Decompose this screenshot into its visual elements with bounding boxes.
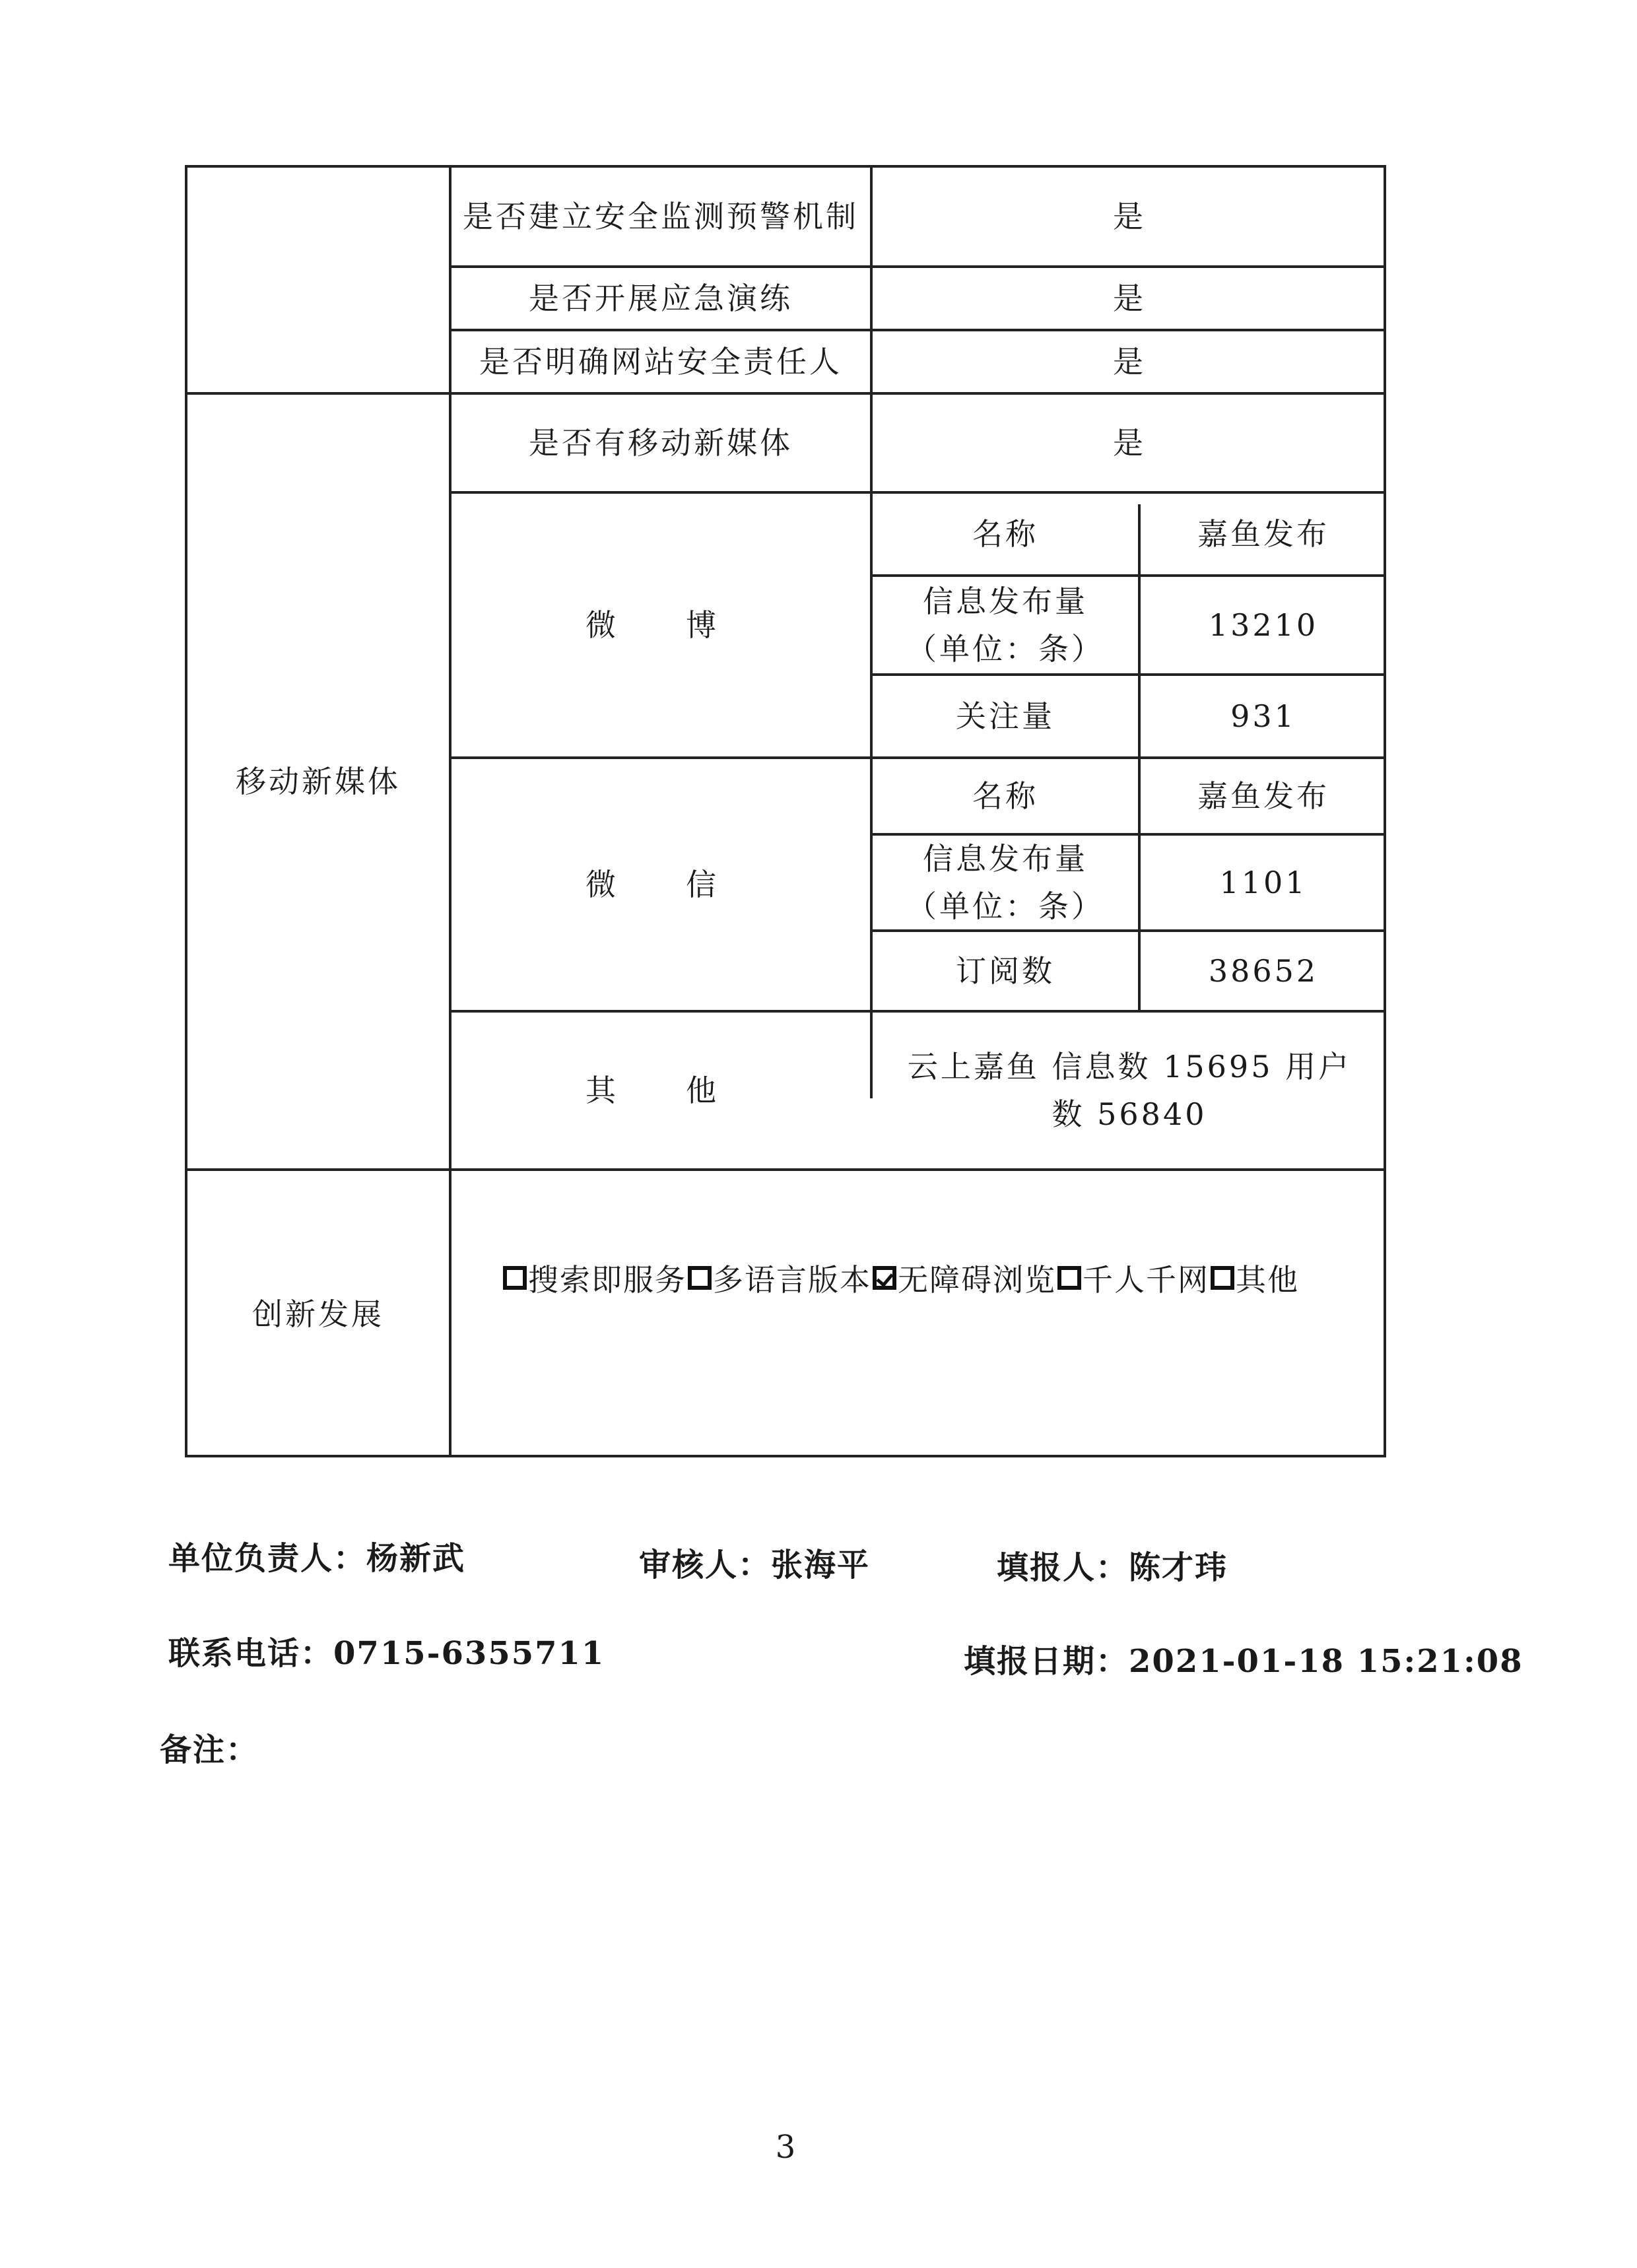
checkbox-unchecked-icon[interactable] (503, 1266, 527, 1290)
weibo-posts-value: 13210 (1208, 607, 1319, 643)
responsible-label: 是否明确网站安全责任人 (479, 344, 842, 380)
responsible-value: 是 (1113, 344, 1146, 380)
weibo-follow-label: 关注量 (956, 698, 1055, 734)
contact-phone (168, 1628, 605, 1673)
innovation-label: 创新发展 (252, 1296, 384, 1332)
checkbox-unchecked-icon[interactable] (1057, 1266, 1081, 1290)
wechat-subs-value: 38652 (1208, 953, 1319, 989)
option-accessible-browsing[interactable] (871, 1256, 1056, 1300)
monitoring-label: 是否建立安全监测预警机制 (463, 199, 859, 234)
wechat-name-label: 名称 (972, 778, 1038, 814)
option-other[interactable] (1209, 1256, 1299, 1300)
unit-head (168, 1533, 465, 1578)
other-value: 云上嘉鱼 信息数 15695 用户数 56840 (907, 1049, 1352, 1132)
wechat-name-value: 嘉鱼发布 (1197, 778, 1329, 814)
weibo-follow-value: 931 (1230, 698, 1296, 734)
fill-date (964, 1636, 1523, 1681)
mobile-section-label: 移动新媒体 (236, 764, 401, 799)
wechat-subs-label: 订阅数 (956, 953, 1055, 989)
phone-value: 0715-6355711 (333, 1635, 605, 1672)
unit-head-name: 杨新武 (366, 1540, 466, 1577)
option-personalized-web[interactable] (1056, 1256, 1209, 1300)
weibo-name-label: 名称 (972, 516, 1038, 552)
reviewer-label: 审核人： (639, 1547, 772, 1584)
option-label: 多语言版本 (713, 1262, 871, 1298)
remarks-label: 备注： (160, 1731, 259, 1768)
monitoring-value: 是 (1113, 199, 1146, 234)
innovation-options (502, 1254, 1299, 1302)
weibo-posts-label: 信息发布量（单位：条） (906, 584, 1104, 667)
weibo-name-value: 嘉鱼发布 (1197, 516, 1329, 552)
reviewer (639, 1539, 870, 1585)
has-mobile-label: 是否有移动新媒体 (529, 425, 793, 461)
reviewer-name: 张海平 (771, 1547, 871, 1584)
has-mobile-value: 是 (1113, 425, 1146, 461)
remarks (160, 1724, 259, 1770)
checkbox-unchecked-icon[interactable] (1211, 1266, 1234, 1290)
date-label: 填报日期： (964, 1643, 1129, 1680)
option-search-as-service[interactable] (502, 1256, 686, 1300)
option-label: 无障碍浏览 (898, 1262, 1056, 1298)
drill-value: 是 (1113, 281, 1146, 316)
page-number: 3 (775, 2129, 796, 2166)
checkbox-checked-icon[interactable] (873, 1266, 896, 1290)
drill-label: 是否开展应急演练 (529, 281, 793, 316)
option-label: 搜索即服务 (528, 1262, 686, 1298)
filler (997, 1542, 1228, 1587)
checkbox-unchecked-icon[interactable] (688, 1266, 712, 1290)
other-label: 其 他 (585, 1073, 736, 1108)
option-label: 千人千网 (1083, 1262, 1209, 1298)
wechat-posts-label: 信息发布量（单位：条） (906, 841, 1104, 924)
date-value: 2021-01-18 15:21:08 (1129, 1643, 1523, 1680)
filler-label: 填报人： (997, 1549, 1129, 1586)
phone-label: 联系电话： (168, 1635, 334, 1672)
wechat-label: 微 信 (585, 867, 736, 902)
option-multilingual[interactable] (686, 1256, 871, 1300)
filler-name: 陈才玮 (1129, 1549, 1228, 1586)
unit-head-label: 单位负责人： (168, 1540, 367, 1577)
option-label: 其他 (1236, 1262, 1299, 1298)
wechat-posts-value: 1101 (1219, 865, 1308, 900)
weibo-label: 微 博 (585, 607, 736, 643)
